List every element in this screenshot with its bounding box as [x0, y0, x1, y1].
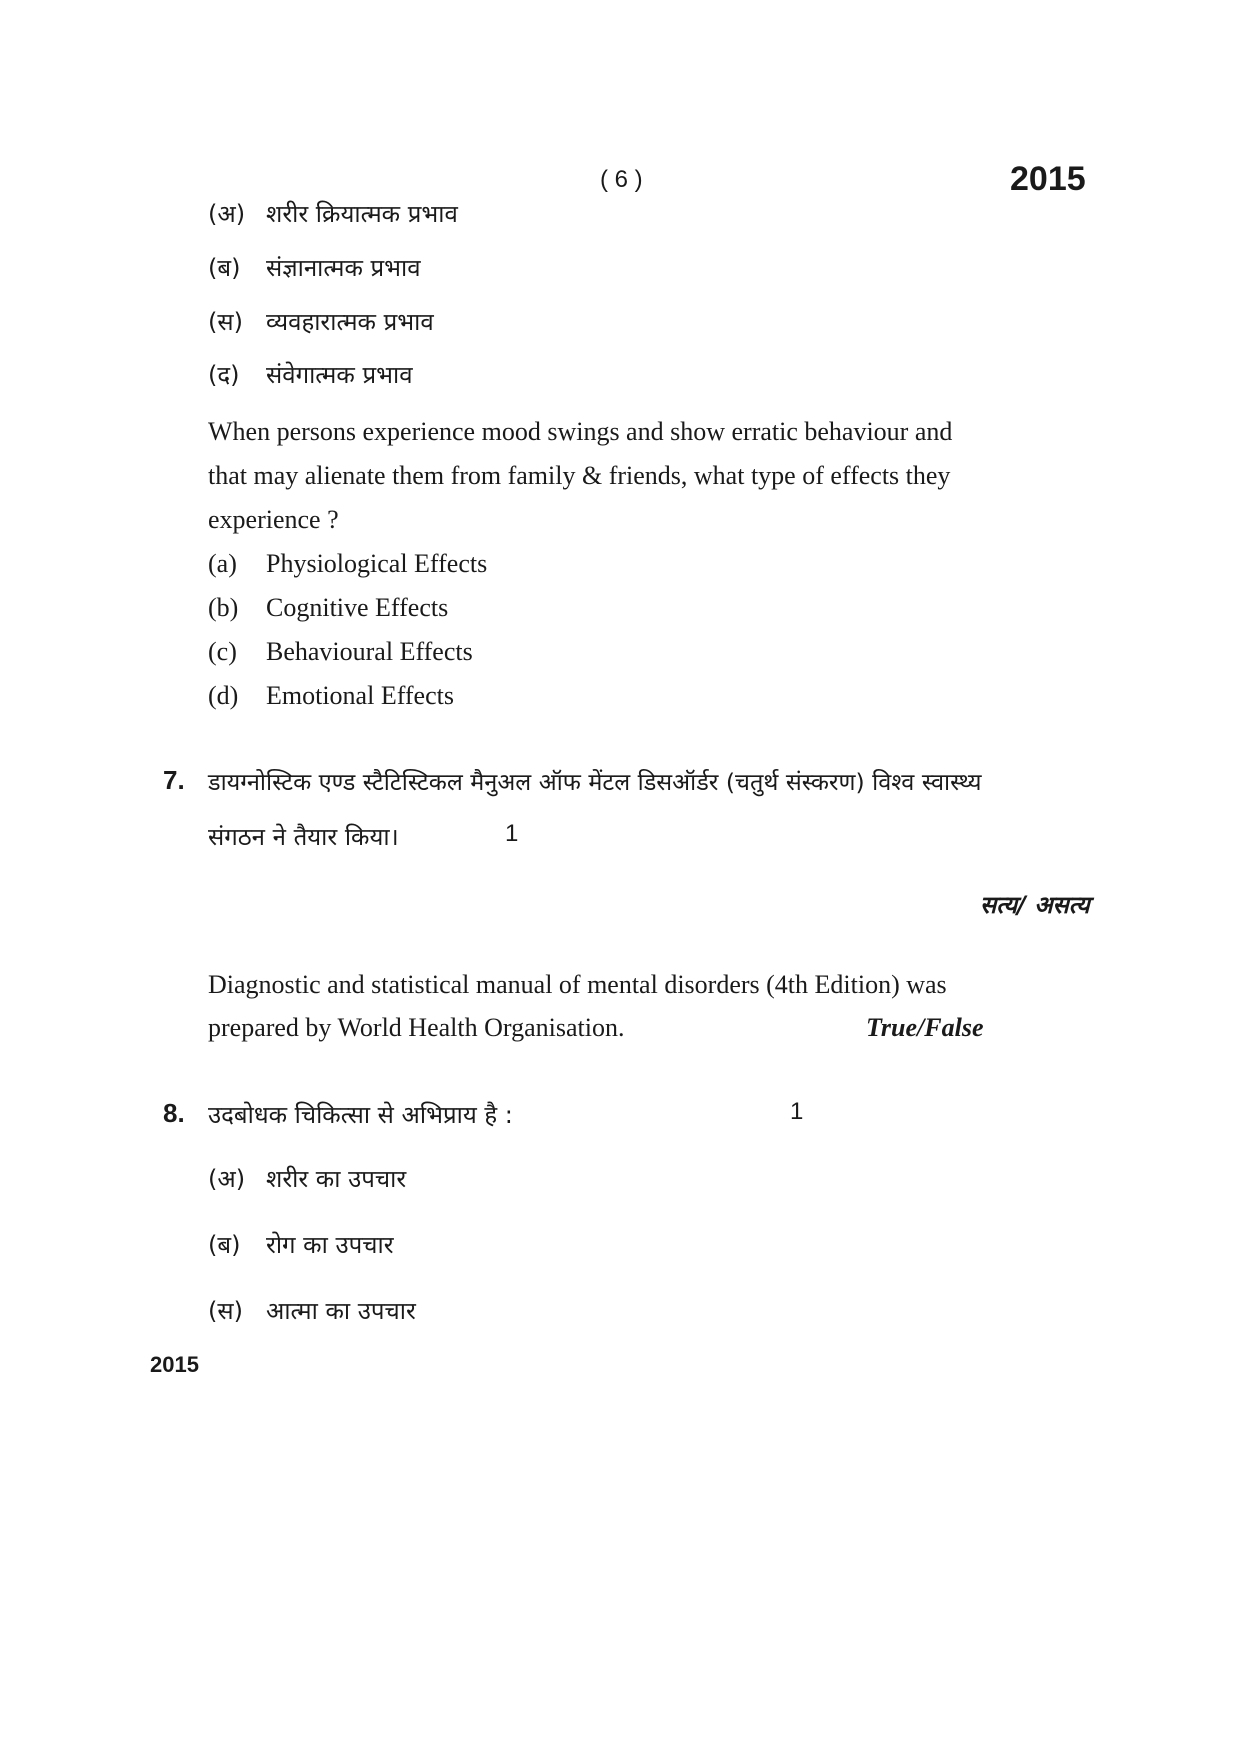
q7-hindi-line-1: डायग्नोस्टिक एण्ड स्टैटिस्टिकल मैनुअल ऑफ मेंटल डिसऑर्डर (चतुर्थ संस्करण) विश्व स्वास्थ्य — [208, 768, 982, 796]
english-option-d — [208, 681, 454, 711]
q7-english-line-2: prepared by World Health Organisation. — [208, 1013, 625, 1042]
q8-option-a — [208, 1162, 406, 1195]
option-text: Behavioural Effects — [266, 637, 473, 666]
option-label: (स) — [208, 308, 243, 336]
option-label: (ब) — [208, 1231, 241, 1259]
q8-hindi-question: उदबोधक चिकित्सा से अभिप्राय है : — [208, 1101, 513, 1129]
option-text: Physiological Effects — [266, 549, 488, 578]
hindi-option-d — [208, 358, 413, 391]
q8-option-c — [208, 1294, 416, 1327]
option-text: संवेगात्मक प्रभाव — [266, 361, 413, 389]
option-text: व्यवहारात्मक प्रभाव — [266, 308, 434, 336]
english-question-line-2: that may alienate them from family & friends, what type of effects they — [208, 461, 951, 490]
page-number: ( 6 ) — [600, 166, 643, 193]
option-label: (अ) — [208, 1165, 246, 1193]
page-year-footer: 2015 — [150, 1352, 199, 1377]
q8-marks: 1 — [790, 1098, 804, 1125]
option-label: (द) — [208, 361, 240, 389]
option-label: (स) — [208, 1297, 243, 1325]
q8-option-b — [208, 1228, 394, 1261]
option-label: (c) — [208, 637, 237, 666]
option-text: संज्ञानात्मक प्रभाव — [266, 254, 421, 282]
question-number-7: 7. — [163, 765, 185, 795]
option-label: (ब) — [208, 254, 241, 282]
option-text: Emotional Effects — [266, 681, 454, 710]
english-option-c — [208, 637, 473, 667]
hindi-option-b — [208, 251, 421, 284]
q7-hindi-answer-type: सत्य/ असत्य — [980, 891, 1090, 919]
hindi-option-c — [208, 305, 434, 338]
q7-hindi-line-2: संगठन ने तैयार किया। — [208, 823, 399, 851]
option-label: (a) — [208, 549, 237, 578]
hindi-option-a — [208, 197, 458, 230]
q7-marks: 1 — [505, 820, 519, 847]
q7-english-answer-type: True/False — [866, 1013, 984, 1042]
english-question-line-3: experience ? — [208, 505, 339, 534]
option-text: रोग का उपचार — [266, 1231, 394, 1259]
option-text: शरीर क्रियात्मक प्रभाव — [266, 200, 458, 228]
english-option-a — [208, 549, 487, 579]
english-question-line-1: When persons experience mood swings and show erratic behaviour and — [208, 417, 953, 446]
option-text: आत्मा का उपचार — [266, 1297, 416, 1325]
page-year-header: 2015 — [1010, 160, 1086, 198]
option-label: (अ) — [208, 200, 246, 228]
question-number-8: 8. — [163, 1098, 185, 1128]
option-label: (d) — [208, 681, 239, 710]
q7-english-line-1: Diagnostic and statistical manual of mental disorders (4th Edition) was — [208, 970, 947, 999]
option-label: (b) — [208, 593, 239, 622]
english-option-b — [208, 593, 448, 623]
option-text: Cognitive Effects — [266, 593, 449, 622]
option-text: शरीर का उपचार — [266, 1165, 407, 1193]
